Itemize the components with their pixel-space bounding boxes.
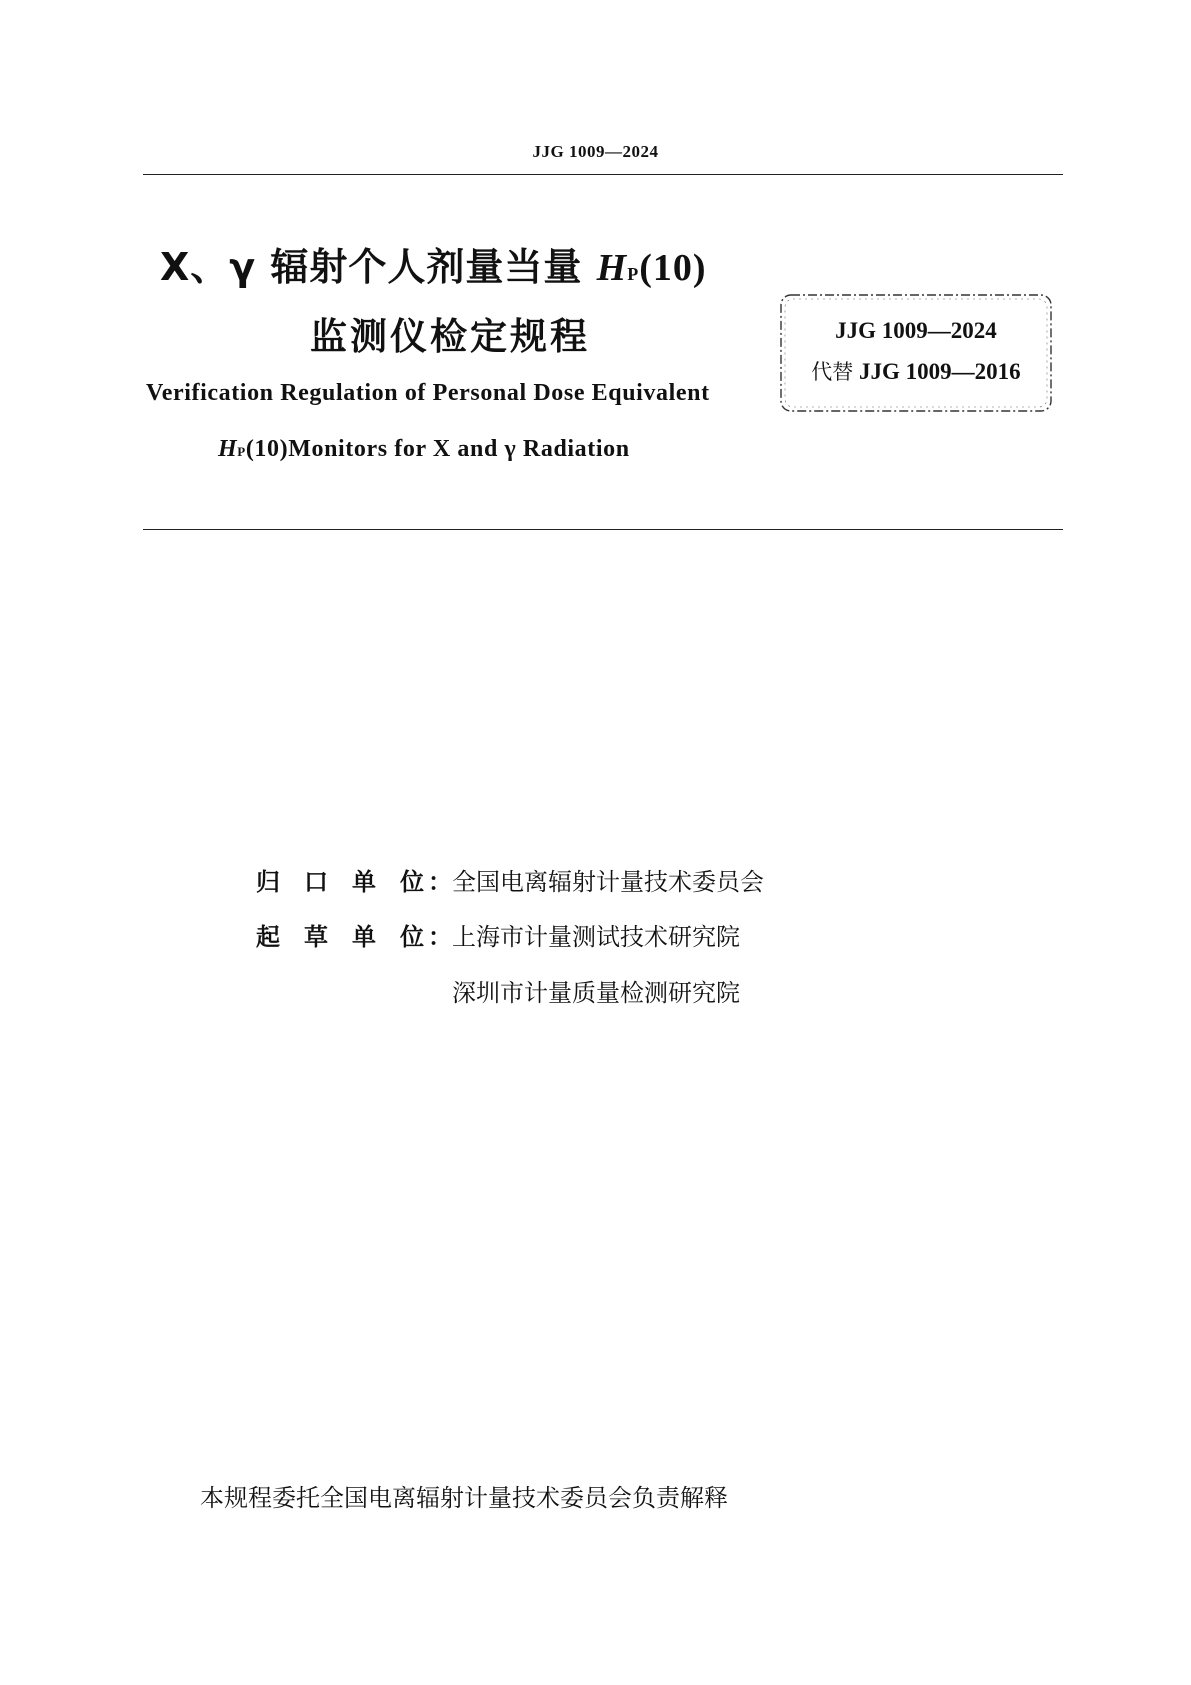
drafting-unit-label: 起 草 单 位 ： xyxy=(256,923,452,951)
top-divider xyxy=(143,174,1063,175)
title-en-symbol: H xyxy=(218,436,238,462)
title-cn-symbol: H xyxy=(596,247,628,289)
title-en-symbol-sub: P xyxy=(237,444,246,459)
title-cn-symbol-sub: P xyxy=(627,264,640,284)
replaces-code: JJG 1009—2016 xyxy=(859,359,1021,384)
standard-code-box xyxy=(778,292,1054,414)
decorative-border xyxy=(778,292,1054,414)
drafting-unit-value-1: 上海市计量测试技术研究院 xyxy=(452,923,740,951)
bottom-divider xyxy=(143,529,1063,530)
interpretation-note: 本规程委托全国电离辐射计量技术委员会负责解释 xyxy=(200,1484,728,1512)
title-en-line-1: Verification Regulation of Personal Dose Equivalent xyxy=(146,380,710,406)
drafting-unit-value-2: 深圳市计量质量检测研究院 xyxy=(452,979,740,1007)
replaces-label: 代替 xyxy=(811,360,854,384)
title-cn-line-1 xyxy=(160,236,707,291)
title-en-rest: (10)Monitors for X and γ Radiation xyxy=(245,436,630,462)
title-cn-prefix: X、γ 辐射个人剂量当量 xyxy=(160,245,583,289)
title-cn-line-2: 监测仪检定规程 xyxy=(310,315,590,358)
managing-unit-row xyxy=(256,862,764,897)
title-en-line-2 xyxy=(218,436,630,463)
header-standard-code: JJG 1009—2024 xyxy=(532,142,659,161)
managing-unit-value: 全国电离辐射计量技术委员会 xyxy=(452,868,764,896)
managing-unit-label: 归 口 单 位 ： xyxy=(256,868,452,896)
code-box-replaces xyxy=(778,356,1054,386)
code-box-code: JJG 1009—2024 xyxy=(835,318,997,343)
drafting-unit-row xyxy=(256,917,740,952)
title-cn-symbol-suffix: (10) xyxy=(639,247,707,289)
